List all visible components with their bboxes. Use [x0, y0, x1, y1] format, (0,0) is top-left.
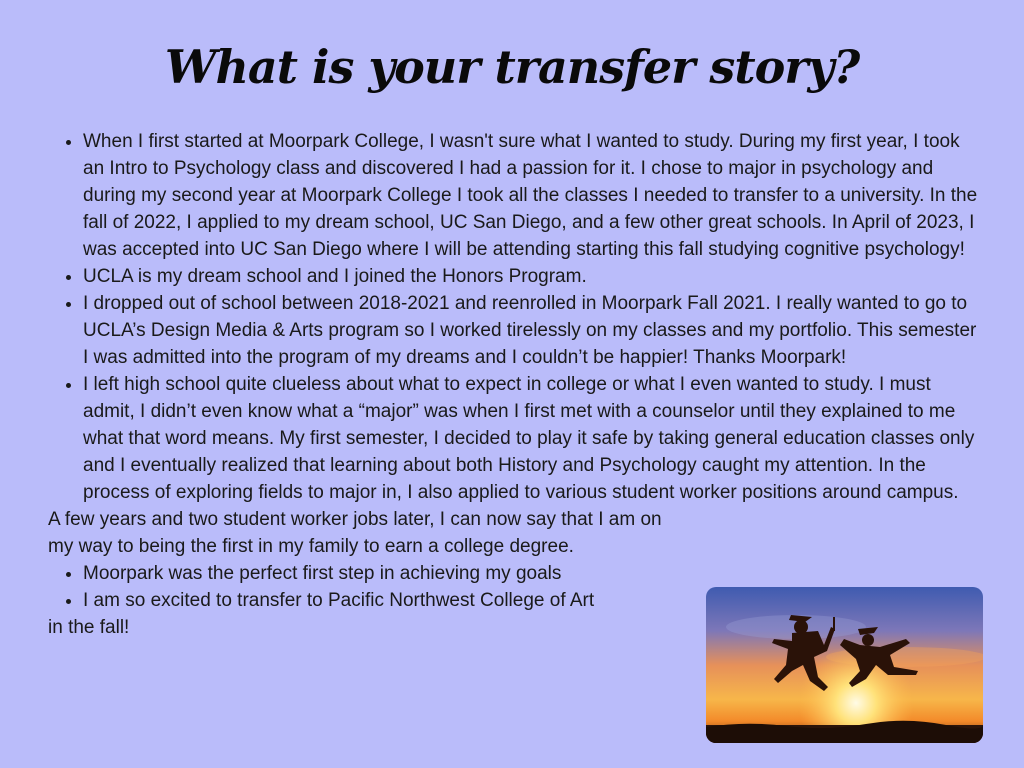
story-item: • When I first started at Moorpark College, I wasn't sure what I wanted to study. During my first year, I took an Intro to Psychology class and discovered I had a passion for it. I chose to major in psychology and during my second year at Moorpark College I took all the classes I needed to transfer to a university. In the fall of 2022, I applied to my dream school, UC San Diego, and a few other great schools. In April of 2023, I was accepted into UC San Diego where I will be attending starting this fall studying cognitive psychology! — [83, 128, 978, 263]
story-body — [48, 128, 978, 641]
slide-title: What is your transfer story? — [164, 40, 860, 94]
story-item: • I am so excited to transfer to Pacific Northwest College of Art — [83, 587, 643, 614]
graduates-jumping-photo — [706, 587, 983, 743]
story-item: • I left high school quite clueless about what to expect in college or what I even wanted to study. I must admit, I didn’t even know what a “major” was when I first met with a counselor until they explained to me what that word means. My first semester, I decided to play it safe by taking general education classes only and I eventually realized that learning about both History and Psychology caught my attention. In the process of exploring fields to major in, I also applied to various student worker positions around campus. — [83, 371, 978, 506]
story-list — [48, 128, 978, 506]
story-continuation: A few years and two student worker jobs later, I can now say that I am on my way to being the first in my family to earn a college degree. — [48, 509, 662, 557]
story-trailing-text: in the fall! — [48, 617, 130, 638]
story-item: • Moorpark was the perfect first step in achieving my goals — [83, 560, 643, 587]
story-item: • I dropped out of school between 2018-2021 and reenrolled in Moorpark Fall 2021. I really wanted to go to UCLA’s Design Media & Arts program so I worked tirelessly on my classes and my portfolio. This semester I was admitted into the program of my dreams and I couldn’t be happier! Thanks Moorpark! — [83, 290, 978, 371]
story-item: • UCLA is my dream school and I joined the Honors Program. — [83, 263, 978, 290]
